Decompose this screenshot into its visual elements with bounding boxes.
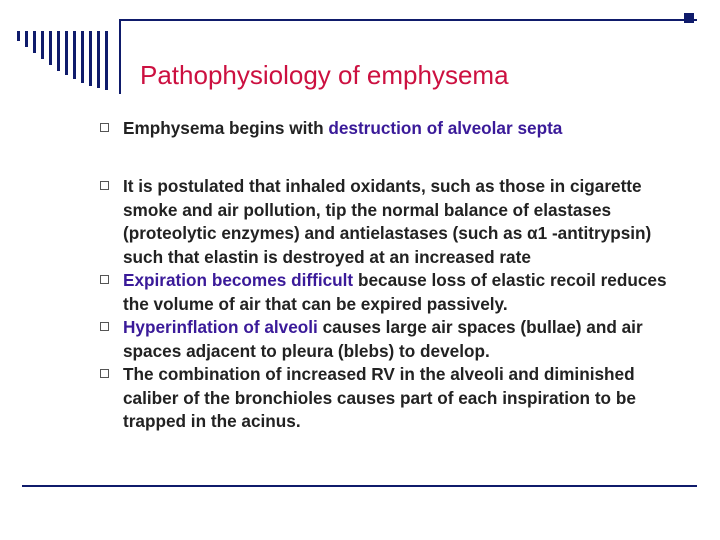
square-bullet-icon — [100, 123, 109, 132]
square-bullet-icon — [100, 181, 109, 190]
top-rule — [121, 19, 697, 21]
vertical-rule — [119, 19, 121, 94]
bullet-item: Expiration becomes difficult because loss of elastic recoil reduces the volume of air that can be expired passively. — [100, 269, 690, 316]
bullet-item: It is postulated that inhaled oxidants, such as those in cigarette smoke and air pollution, tip the normal balance of elastases (proteolytic enzymes) and antielastases (such as α1 -antitrypsin) such that elastin is destroyed at an increased rate — [100, 175, 690, 269]
square-bullet-icon — [100, 369, 109, 378]
bullet-list — [100, 175, 690, 434]
bullet-list-top — [100, 117, 690, 141]
bullet-item: Hyperinflation of alveoli causes large air spaces (bullae) and air spaces adjacent to pleura (blebs) to develop. — [100, 316, 690, 363]
bullet-item: The combination of increased RV in the alveoli and diminished caliber of the bronchioles causes part of each inspiration to be trapped in the acinus. — [100, 363, 690, 434]
square-bullet-icon — [100, 322, 109, 331]
bullet-item: Emphysema begins with destruction of alveolar septa — [100, 117, 690, 141]
decorative-bars — [17, 31, 121, 91]
slide-title: Pathophysiology of emphysema — [140, 60, 509, 90]
bottom-rule — [22, 485, 697, 487]
square-bullet-icon — [100, 275, 109, 284]
corner-square — [684, 13, 694, 23]
